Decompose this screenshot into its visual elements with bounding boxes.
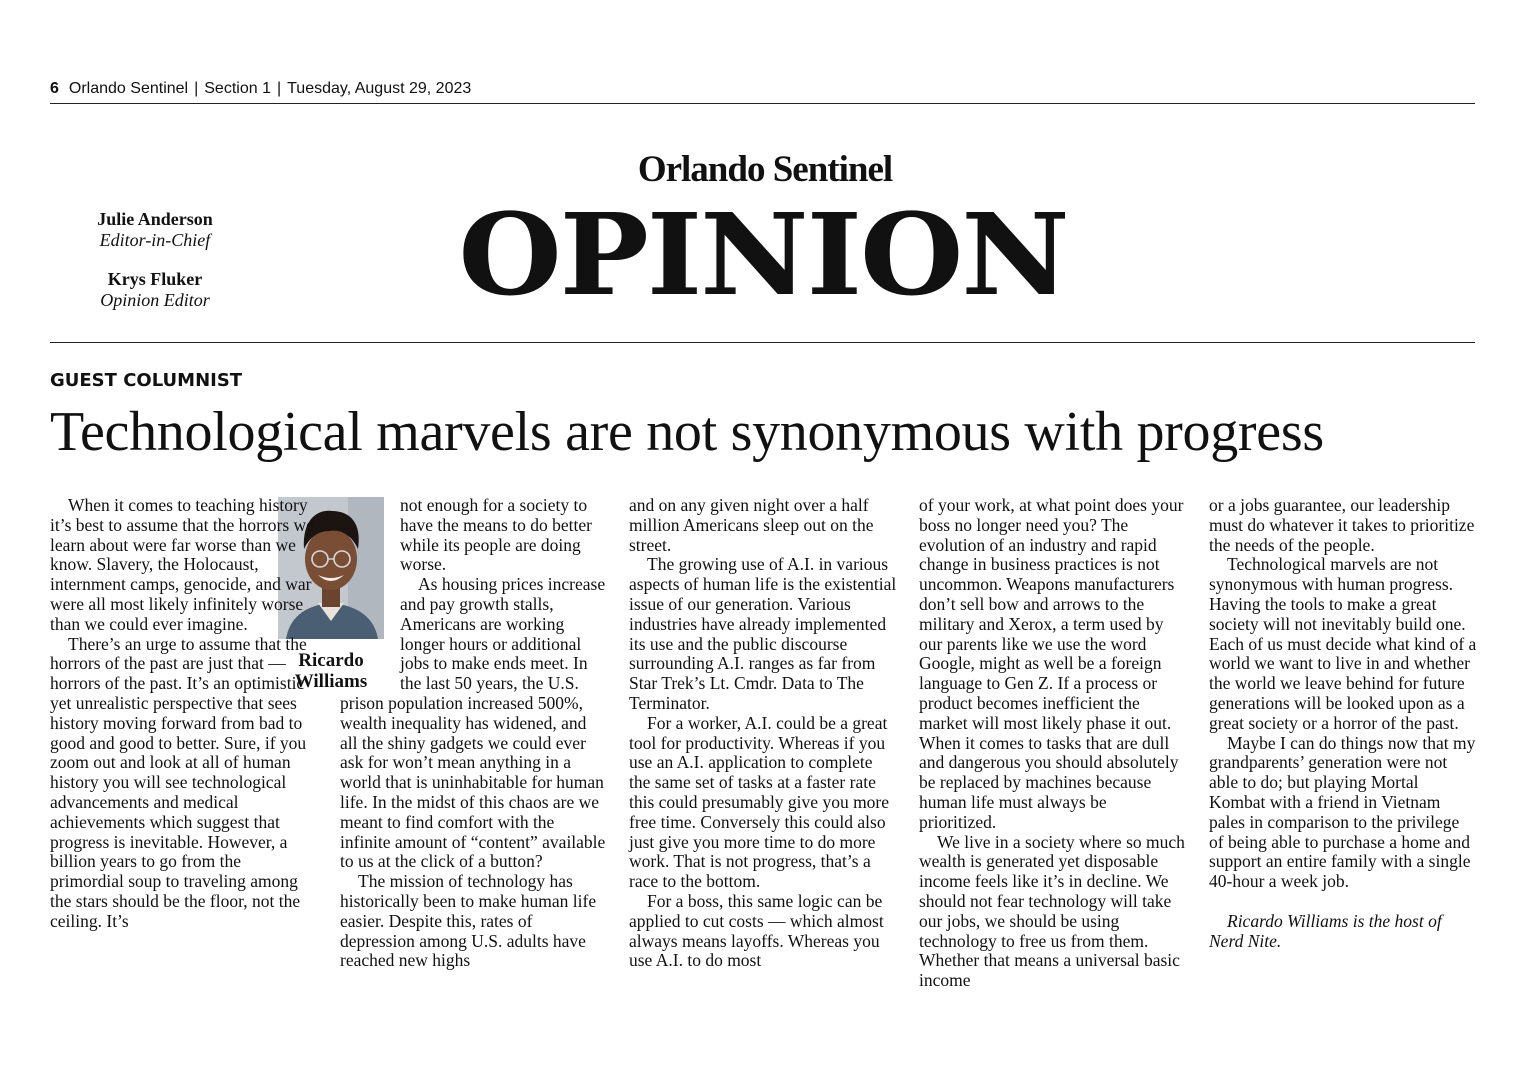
staff-name: Krys Fluker xyxy=(107,269,203,289)
author-first-name: Ricardo xyxy=(298,650,364,671)
article-column-4 xyxy=(919,496,1187,991)
top-rule xyxy=(50,103,1475,104)
photo-wrap-spacer xyxy=(340,496,396,686)
masthead-paper-name: Orlando Sentinel xyxy=(637,149,893,190)
paragraph: We live in a society where so much wealth is generated yet disposable income feels like it’s in decline. We should not fear technology will take our jobs, we should be using technology to free us from them. Whether that means a universal basic income xyxy=(919,831,1185,991)
article-column-5 xyxy=(1209,496,1477,952)
paragraph: There’s an urge to assume that the horrors of the past are just that — horrors of the past. It’s an optimistic yet unrealistic perspective that sees history moving forward from bad to good and good to better. Sure, if you zoom out and look at all of human history you will see technological advancements and medical achievements which suggest that progress is inevitable. However, a billion years to go from the primordial soup to traveling among the stars should be the floor, not the ceiling. It’s xyxy=(50,633,307,931)
staff-name: Julie Anderson xyxy=(97,209,213,229)
staff-editor-in-chief xyxy=(60,209,250,251)
paragraph: not enough for a society to have the means to do better while its people are doing worse. xyxy=(400,495,592,575)
article-column-3 xyxy=(629,496,897,971)
author-last-name: Williams xyxy=(294,671,368,692)
paragraph: of your work, at what point does your boss no longer need you? The evolution of an industry and rapid change in business practices is not uncommon. Weapons manufacturers don’t sell bow and arrows to the military and Xerox, a term used by our parents like we use the word Google, might as well be a foreign language to Gen Z. If a process or product becomes inefficient the market will most likely phase it out. When it comes to tasks that are dull and dangerous you should absolutely be replaced by machines because human life must always be prioritized. xyxy=(919,495,1184,832)
folio-section: Section 1 xyxy=(204,80,271,97)
folio-paper: Orlando Sentinel xyxy=(68,80,189,97)
masthead-section-title: OPINION xyxy=(458,190,1068,321)
paragraph: For a boss, this same logic can be applied to cut costs — which almost always means layoffs. Whereas you use A.I. to do most xyxy=(629,890,884,971)
paragraph: When it comes to teaching history it’s best to assume that the horrors we learn about were far worse than we know. Slavery, the Holocaust, internment camps, genocide, and war were all most likely infinitely worse than we could ever imagine. xyxy=(50,495,314,634)
folio-separator: | xyxy=(194,80,199,97)
staff-opinion-editor xyxy=(60,269,250,311)
paragraph: Maybe I can do things now that my grandparents’ generation were not able to do; but playing Mortal Kombat with a friend in Vietnam pales in comparison to the privilege of being able to purchase a home and support an entire family with a single 40-hour a week job. xyxy=(1209,732,1476,892)
page-number: 6 xyxy=(50,80,59,97)
staff-role: Opinion Editor xyxy=(100,290,210,310)
folio-line xyxy=(50,80,1475,98)
paragraph: or a jobs guarantee, our leadership must do whatever it takes to prioritize the needs of the people. xyxy=(1209,495,1475,555)
masthead-rule xyxy=(50,342,1475,343)
article-kicker: GUEST COLUMNIST xyxy=(50,370,243,391)
paragraph: The mission of technology has historically been to make human life easier. Despite this, rates of depression among U.S. adults have reached new highs xyxy=(340,871,597,971)
paragraph: As housing prices increase and pay growth stalls, Americans are working longer hours or additional jobs to make ends meet. In the last 50 years, the U.S. prison population increased 500%, wealth inequality has widened, and all the shiny gadgets we could ever ask for won’t mean anything in a world that is uninhabitable for human life. In the midst of this chaos are we meant to find comfort with the infinite amount of “content” available to us at the click of a button? xyxy=(340,574,606,872)
paragraph: The growing use of A.I. in various aspects of human life is the existential issue of our generation. Various industries have already implemented its use and the public discourse surrounding A.I. ranges as far from Star Trek’s Lt. Cmdr. Data to The Terminator. xyxy=(629,554,897,713)
article-column-2 xyxy=(340,496,608,971)
article-headline: Technological marvels are not synonymous with progress xyxy=(50,401,1324,463)
paragraph: For a worker, A.I. could be a great tool for productivity. Whereas if you use an A.I. application to complete the same set of tasks at a faster rate this could presumably give you more free time. Conversely this could also just give you more time to do more work. That is not progress, that’s a race to the bottom. xyxy=(629,712,890,892)
folio-separator: | xyxy=(276,80,282,97)
paragraph: Technological marvels are not synonymous with human progress. Having the tools to make a great society will not inevitably build one. Each of us must decide what kind of a world we want to live in and whether the world we leave behind for future generations will be looked upon as a great society or a horror of the past. xyxy=(1209,554,1477,733)
article-column-1 xyxy=(50,496,316,932)
author-tagline: Ricardo Williams is the host of Nerd Nite. xyxy=(1209,910,1442,951)
folio-date: Tuesday, August 29, 2023 xyxy=(287,80,472,97)
staff-role: Editor-in-Chief xyxy=(99,230,211,250)
paragraph: and on any given night over a half million Americans sleep out on the street. xyxy=(629,495,874,555)
